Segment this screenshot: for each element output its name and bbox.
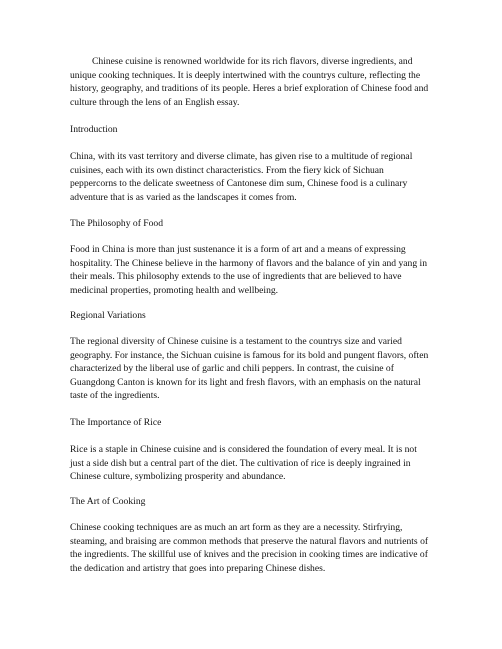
section-heading-cooking: The Art of Cooking — [70, 496, 146, 507]
section-paragraph-rice: Rice is a staple in Chinese cuisine and is considered the foundation of every meal. It is not just a side dish but a central part of the diet. The cultivation of rice is deeply ingrained in Chinese culture, symbolizing prosperity and abundance. — [70, 444, 417, 483]
section-philosophy-heading-block — [70, 217, 433, 231]
section-regional-heading-block — [70, 309, 433, 323]
section-heading-rice: The Importance of Rice — [70, 417, 162, 428]
section-rice-heading-block — [70, 416, 433, 430]
section-paragraph-introduction: China, with its vast territory and diverse climate, has given rise to a multitude of regional cuisines, each with its own distinct characteristics. From the fiery kick of Sichuan peppercorns to the delicate sweetness of Cantonese dim sum, Chinese food is a culinary adventure that is as varied as the landscapes it comes from. — [70, 151, 413, 203]
section-heading-regional: Regional Variations — [70, 310, 146, 321]
section-paragraph-philosophy: Food in China is more than just sustenance it is a form of art and a means of expressing hospitality. The Chinese believe in the harmony of flavors and the balance of yin and yang in their meals. This philosophy extends to the use of ingredients that are believed to have medicinal properties, promoting health and wellbeing. — [70, 244, 428, 296]
section-paragraph-cooking: Chinese cooking techniques are as much an art form as they are a necessity. Stirfrying, steaming, and braising are common methods that preserve the natural flavors and nutrients of the ingredients. The skillful use of knives and the precision in cooking times are indicative of the dedication and artistry that goes into preparing Chinese dishes. — [70, 522, 429, 574]
section-philosophy-paragraph-block — [70, 243, 433, 297]
section-paragraph-regional: The regional diversity of Chinese cuisine is a testament to the countrys size and varied geography. For instance, the Sichuan cuisine is famous for its bold and pungent flavors, often characterized by the liberal use of garlic and chili peppers. In contrast, the cuisine of Guangdong Canton is known for its light and fresh flavors, with an emphasis on the natural taste of the ingredients. — [70, 336, 429, 402]
section-introduction-paragraph-block — [70, 150, 433, 204]
intro-paragraph-block — [70, 55, 433, 109]
section-heading-introduction: Introduction — [70, 124, 118, 135]
section-heading-philosophy: The Philosophy of Food — [70, 218, 164, 229]
section-cooking-heading-block — [70, 495, 433, 509]
intro-paragraph: Chinese cuisine is renowned worldwide for its rich flavors, diverse ingredients, and unique cooking techniques. It is deeply intertwined with the countrys culture, reflecting the history, geography, and traditions of its people. Heres a brief exploration of Chinese food and culture through the lens of an English essay. — [70, 56, 429, 108]
section-rice-paragraph-block — [70, 443, 433, 484]
section-regional-paragraph-block — [70, 335, 433, 403]
section-cooking-paragraph-block — [70, 521, 433, 575]
section-introduction-heading-block — [70, 123, 433, 137]
